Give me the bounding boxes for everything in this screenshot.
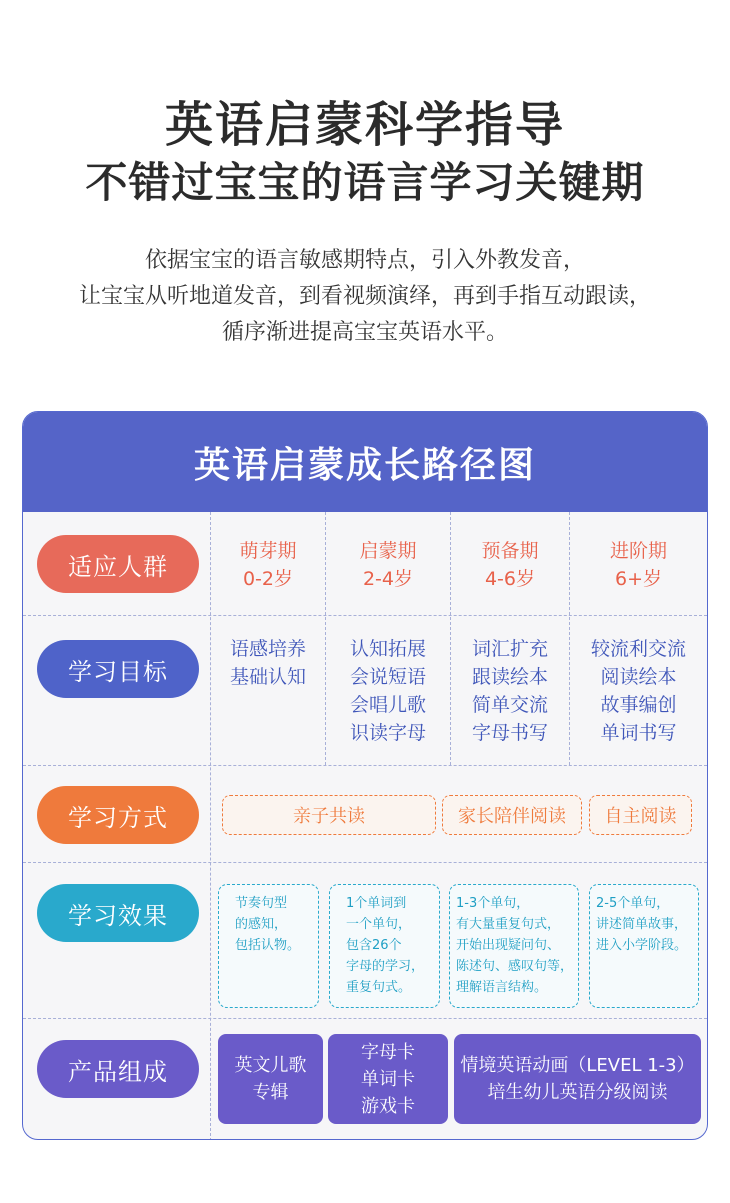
product-line: 英文儿歌 — [234, 1055, 307, 1076]
product-line: 游戏卡 — [361, 1095, 415, 1117]
goal-item: 语感培养 — [229, 638, 306, 660]
effect-line: 2-5个单句， — [596, 896, 670, 911]
goal-item: 字母书写 — [471, 722, 548, 744]
stage-cell — [451, 537, 569, 593]
stage-cell — [326, 537, 450, 593]
product-line: 专辑 — [252, 1082, 289, 1103]
effect-line: 一个单句， — [346, 917, 412, 932]
goal-item: 故事编创 — [600, 694, 677, 716]
effect-box — [589, 884, 699, 1008]
row-label-products: 产品组成 — [37, 1040, 199, 1098]
product-line: 字母卡 — [361, 1041, 415, 1063]
row-label-audience: 适应人群 — [37, 535, 199, 593]
effect-line: 节奏句型 — [235, 896, 288, 911]
row-label-goals: 学习目标 — [37, 640, 199, 698]
goal-item: 会唱儿歌 — [349, 694, 426, 716]
stage-age: 6+岁 — [614, 568, 662, 590]
stage-cell — [570, 537, 707, 593]
product-songs — [218, 1034, 323, 1124]
effect-box — [449, 884, 579, 1008]
stage-name: 启蒙期 — [359, 540, 417, 562]
product-line: 单词卡 — [361, 1068, 415, 1090]
goal-item: 跟读绘本 — [471, 666, 548, 688]
effect-line: 开始出现疑问句、 — [456, 938, 561, 953]
sub-title: 不错过宝宝的语言学习关键期 — [85, 158, 645, 207]
row-label-methods: 学习方式 — [37, 786, 199, 844]
method-parent-reading: 家长陪伴阅读 — [442, 795, 582, 835]
effect-box — [329, 884, 440, 1008]
effect-line: 包括认物。 — [235, 938, 301, 953]
product-line: 培生幼儿英语分级阅读 — [487, 1082, 668, 1103]
product-animation-readers — [454, 1034, 701, 1124]
goal-cell — [451, 635, 569, 747]
stage-age: 4-6岁 — [484, 568, 536, 590]
stage-name: 进阶期 — [609, 540, 667, 562]
goal-cell — [211, 635, 325, 691]
goal-item: 词汇扩充 — [471, 638, 548, 660]
goal-item: 较流利交流 — [590, 638, 686, 660]
intro-line: 让宝宝从听地道发音，到看视频演绎，再到手指互动跟读， — [78, 284, 651, 309]
effect-line: 1个单词到 — [346, 896, 407, 911]
intro-text — [0, 243, 730, 351]
goal-item: 会说短语 — [349, 666, 426, 688]
intro-line: 循序渐进提高宝宝英语水平。 — [221, 320, 508, 345]
row-divider — [23, 1018, 707, 1019]
goal-cell — [326, 635, 450, 747]
stage-name: 萌芽期 — [239, 540, 297, 562]
effect-line: 包含26个 — [346, 938, 402, 953]
roadmap-title: 英语启蒙成长路径图 — [23, 412, 707, 512]
column-divider — [210, 512, 211, 1140]
effect-line: 有大量重复句式， — [456, 917, 561, 932]
effect-line: 字母的学习， — [346, 959, 425, 974]
goal-item: 阅读绘本 — [600, 666, 677, 688]
method-self-reading: 自主阅读 — [589, 795, 692, 835]
goal-item: 简单交流 — [471, 694, 548, 716]
goal-item: 单词书写 — [600, 722, 677, 744]
main-title: 英语启蒙科学指导 — [164, 97, 565, 153]
method-shared-reading: 亲子共读 — [222, 795, 436, 835]
effect-line: 理解语言结构。 — [456, 980, 548, 995]
row-label-effects: 学习效果 — [37, 884, 199, 942]
row-divider — [23, 765, 707, 766]
product-line: 情境英语动画（LEVEL 1-3） — [460, 1055, 695, 1076]
effect-line: 陈述句、感叹句等， — [456, 959, 574, 974]
stage-age: 2-4岁 — [362, 568, 414, 590]
effect-line: 进入小学阶段。 — [596, 938, 688, 953]
roadmap-card — [22, 411, 708, 1140]
effect-box — [218, 884, 319, 1008]
effect-line: 的感知， — [235, 917, 288, 932]
intro-line: 依据宝宝的语言敏感期特点，引入外教发音， — [144, 248, 585, 273]
effect-line: 1-3个单句， — [456, 896, 530, 911]
stage-name: 预备期 — [481, 540, 539, 562]
goal-cell — [570, 635, 707, 747]
product-cards — [328, 1034, 448, 1124]
effect-line: 重复句式。 — [346, 980, 412, 995]
goal-item: 认知拓展 — [349, 638, 426, 660]
stage-age: 0-2岁 — [242, 568, 294, 590]
goal-item: 识读字母 — [349, 722, 426, 744]
effect-line: 讲述简单故事， — [596, 917, 688, 932]
row-divider — [23, 862, 707, 863]
goal-item: 基础认知 — [229, 666, 306, 688]
stage-cell — [211, 537, 325, 593]
row-divider — [23, 615, 707, 616]
